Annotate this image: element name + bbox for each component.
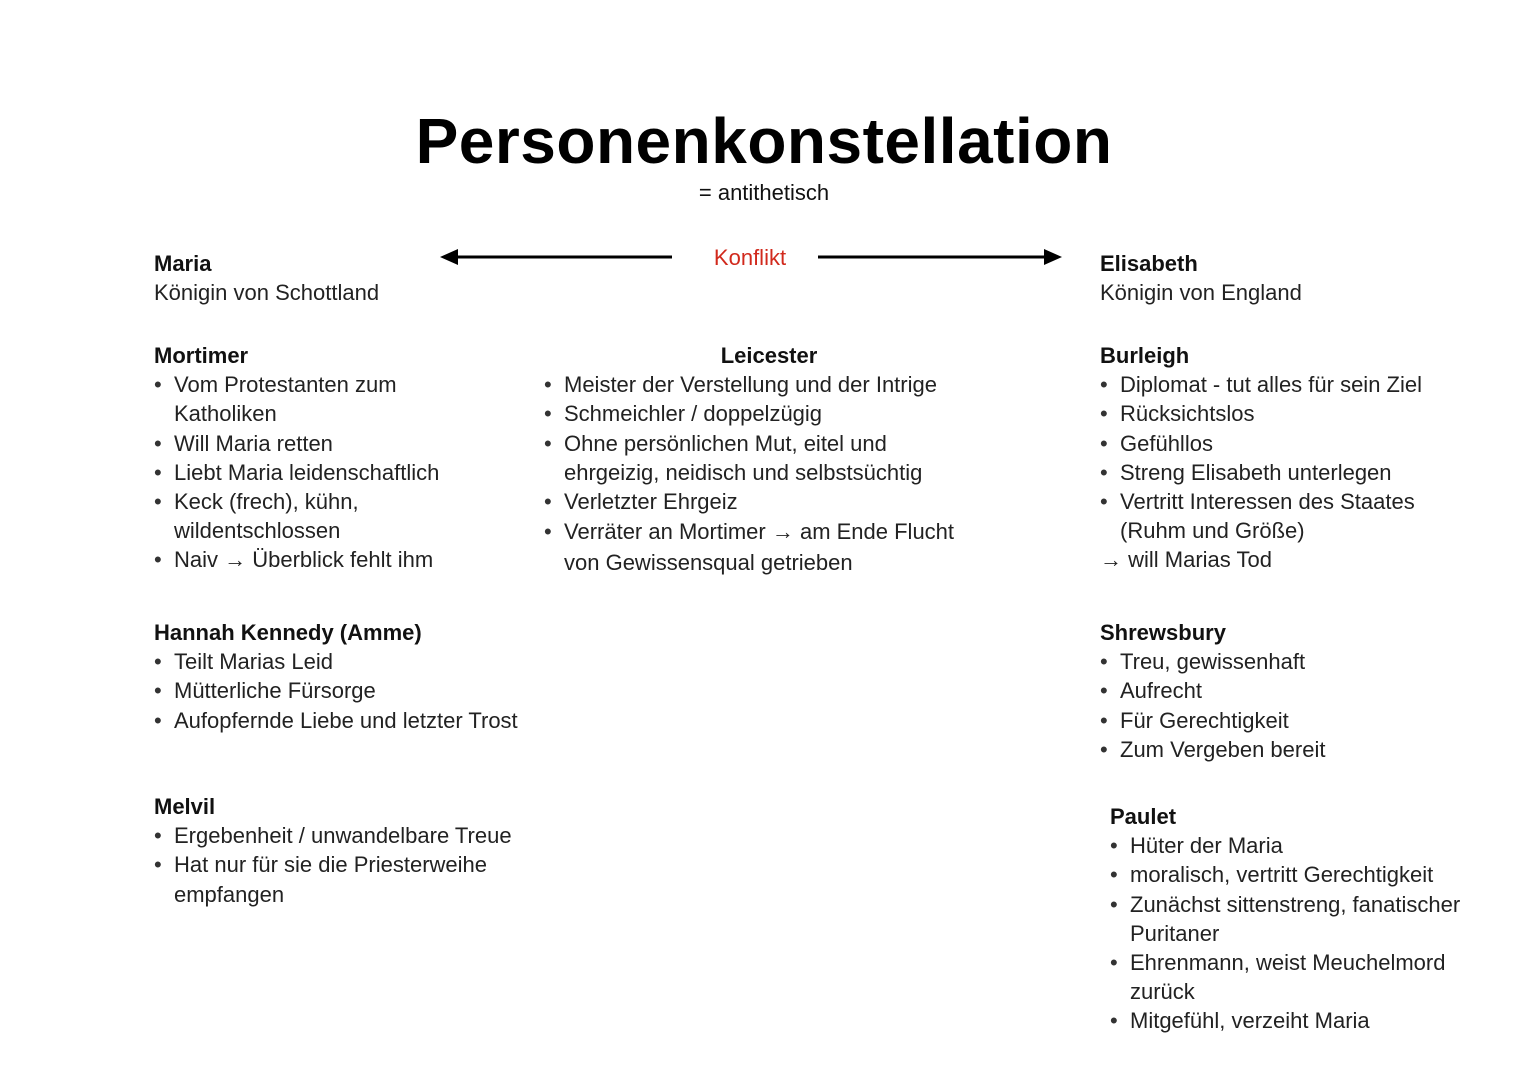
list-item: • Verräter an Mortimer → am Ende Flucht von Gewissensqual getrieben: [544, 516, 974, 578]
elisabeth-block: [1100, 249, 1460, 307]
burleigh-conclusion: → will Marias Tod: [1100, 547, 1272, 573]
list-item: • Mitgefühl, verzeiht Maria: [1110, 1006, 1480, 1035]
shrewsbury-name: Shrewsbury: [1100, 620, 1226, 645]
list-item: • Aufrecht: [1100, 676, 1460, 705]
burleigh-block: [1100, 341, 1460, 575]
maria-role: Königin von Schottland: [154, 280, 380, 306]
kennedy-block: [154, 618, 554, 735]
list-item: • Hat nur für sie die Priesterweihe empfangen: [154, 850, 534, 908]
list-item: • Schmeichler / doppelzügig: [544, 399, 974, 428]
list-item: • Streng Elisabeth unterlegen: [1100, 458, 1460, 487]
list-item: • Für Gerechtigkeit: [1100, 706, 1460, 735]
kennedy-name: Hannah Kennedy (Amme): [154, 620, 422, 645]
shrewsbury-block: [1100, 618, 1460, 764]
list-item: • Will Maria retten: [154, 429, 454, 458]
paulet-name: Paulet: [1110, 804, 1177, 829]
list-item: • Ohne persönlichen Mut, eitel und ehrgeizig, neidisch und selbstsüchtig: [544, 429, 974, 487]
list-item: • Treu, gewissenhaft: [1100, 647, 1460, 676]
list-item: • Aufopfernde Liebe und letzter Trost: [154, 706, 554, 735]
burleigh-name: Burleigh: [1100, 343, 1190, 368]
list-item: • Ergebenheit / unwandelbare Treue: [154, 821, 534, 850]
list-item: • Zum Vergeben bereit: [1100, 735, 1460, 764]
list-item: • Mütterliche Fürsorge: [154, 676, 554, 705]
list-item: • Gefühllos: [1100, 429, 1460, 458]
list-item: • Diplomat - tut alles für sein Ziel: [1100, 370, 1460, 399]
maria-name: Maria: [154, 251, 212, 276]
list-item: • Liebt Maria leidenschaftlich: [154, 458, 454, 487]
leicester-traits: [544, 370, 974, 578]
shrewsbury-traits: [1100, 647, 1460, 764]
leicester-block: [544, 341, 994, 578]
conflict-arrow-right-icon: [818, 246, 1064, 268]
list-item: • Ehrenmann, weist Meuchelmord zurück: [1110, 948, 1480, 1006]
list-item: • Keck (frech), kühn, wildentschlossen: [154, 487, 454, 545]
page-title: Personenkonstellation: [415, 105, 1113, 177]
list-item: • Vom Protestanten zum Katholiken: [154, 370, 454, 428]
mortimer-block: [154, 341, 454, 575]
mortimer-traits: [154, 370, 454, 574]
list-item: • Naiv → Überblick fehlt ihm: [154, 545, 454, 574]
melvil-name: Melvil: [154, 794, 216, 819]
list-item: • Teilt Marias Leid: [154, 647, 554, 676]
leicester-name: Leicester: [720, 343, 818, 368]
list-item: • Meister der Verstellung und der Intrige: [544, 370, 974, 399]
list-item: • Hüter der Maria: [1110, 831, 1480, 860]
list-item: • Rücksichtslos: [1100, 399, 1460, 428]
melvil-traits: [154, 821, 534, 909]
list-item: • Vertritt Interessen des Staates (Ruhm und Größe): [1100, 487, 1460, 545]
mortimer-name: Mortimer: [154, 343, 249, 368]
burleigh-traits: [1100, 370, 1460, 545]
kennedy-traits: [154, 647, 554, 735]
list-item: • moralisch, vertritt Gerechtigkeit: [1110, 860, 1480, 889]
list-item: • Verletzter Ehrgeiz: [544, 487, 974, 516]
list-item: • Zunächst sittenstreng, fanatischer Puritaner: [1110, 890, 1480, 948]
page-subtitle: = antithetisch: [698, 180, 830, 205]
elisabeth-role: Königin von England: [1100, 280, 1302, 306]
conflict-label: Konflikt: [713, 245, 787, 270]
melvil-block: [154, 792, 534, 909]
elisabeth-name: Elisabeth: [1100, 251, 1198, 276]
paulet-traits: [1110, 831, 1480, 1035]
paulet-block: [1110, 802, 1480, 1036]
maria-block: [154, 249, 474, 307]
